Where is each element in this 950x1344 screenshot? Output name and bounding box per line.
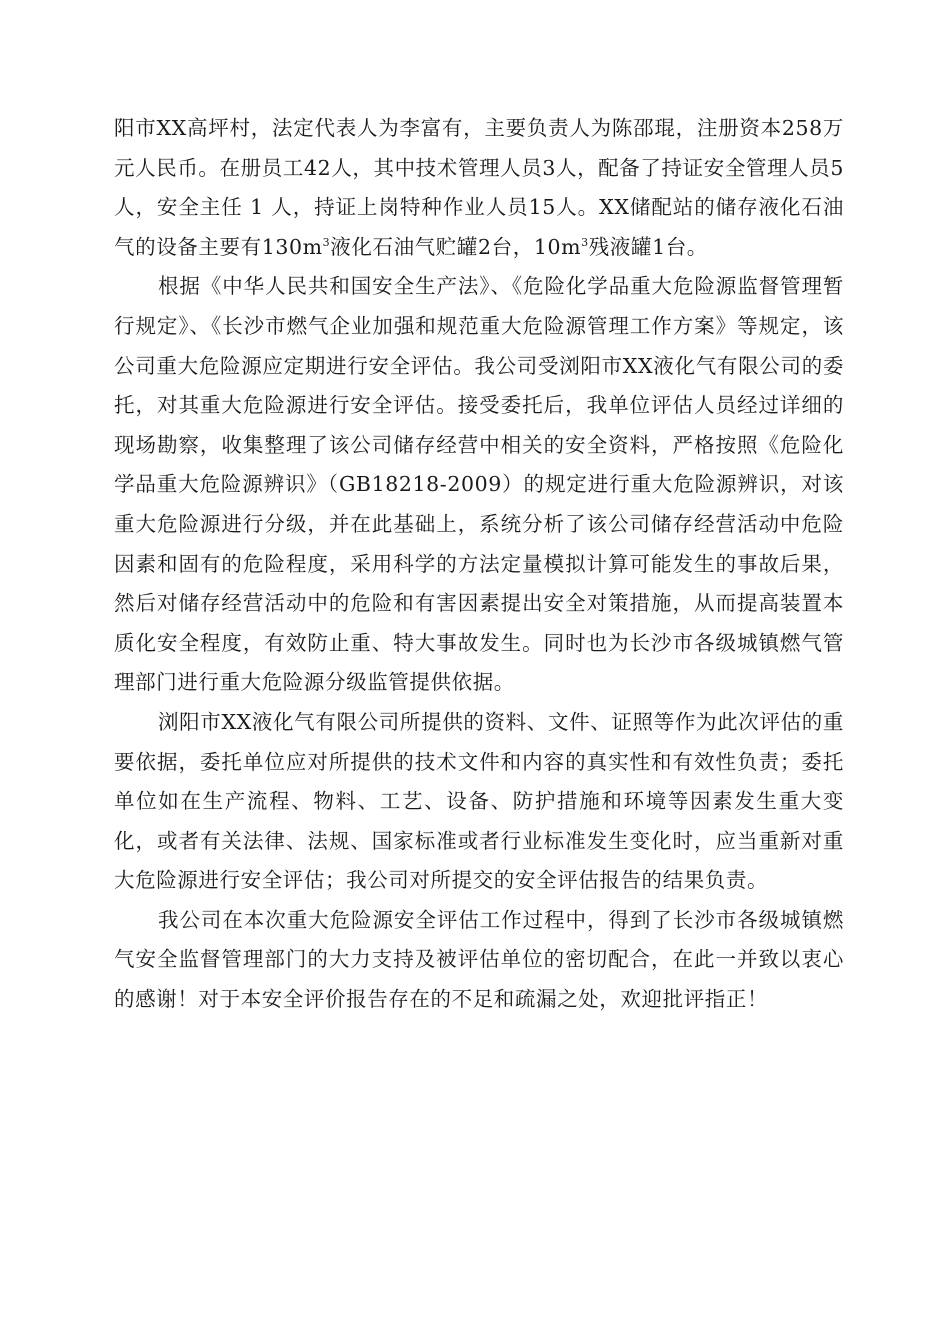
paragraph-company-info <box>114 109 844 267</box>
superscript-cubic: 3 <box>322 235 331 249</box>
text-run: 液化石油气贮罐2台，10m <box>330 234 582 259</box>
paragraph-legal-basis <box>114 267 844 703</box>
text-run: 我公司在本次重大危险源安全评估工作过程中，得到了长沙市各级城镇燃气安全监督管理部门的大力支持及被评估单位的密切配合，在此一并致以衷心的感谢！对于本安全评价报告存在的不足和疏漏之处，欢迎批评指正！ <box>114 907 844 1012</box>
paragraph-acknowledgement <box>114 901 844 1020</box>
text-run: 浏阳市XX液化气有限公司所提供的资料、文件、证照等作为此次评估的重要依据，委托单位应对所提供的技术文件和内容的真实性和有效性负责；委托单位如在生产流程、物料、工艺、设备、防护措施和环境等因素发生重大变化，或者有关法律、法规、国家标准或者行业标准发生变化时，应当重新对重大危险源进行安全评估；我公司对所提交的安全评估报告的结果负责。 <box>114 709 844 893</box>
paragraph-responsibility <box>114 703 844 901</box>
body-text <box>114 109 844 1020</box>
text-run: 阳市XX高坪村，法定代表人为李富有，主要负责人为陈邵琨，注册资本258万元人民币。在册员工42人，其中技术管理人员3人，配备了持证安全管理人员5人，安全主任 1 人，持证上岗特种作业人员15人。XX储配站的储存液化石油气的设备主要有130m <box>114 116 844 259</box>
text-run: 残液罐1台。 <box>588 234 708 259</box>
text-run: 根据《中华人民共和国安全生产法》、《危险化学品重大危险源监督管理暂行规定》、《长沙市燃气企业加强和规范重大危险源管理工作方案》等规定，该公司重大危险源应定期进行安全评估。我公司受浏阳市XX液化气有限公司的委托，对其重大危险源进行安全评估。接受委托后，我单位评估人员经过详细的现场勘察，收集整理了该公司储存经营中相关的安全资料，严格按照《危险化学品重大危险源辨识》（GB18218-2009）的规定进行重大危险源辨识，对该重大危险源进行分级，并在此基础上，系统分析了该公司储存经营活动中危险因素和固有的危险程度，采用科学的方法定量模拟计算可能发生的事故后果，然后对储存经营活动中的危险和有害因素提出安全对策措施，从而提高装置本质化安全程度，有效防止重、特大事故发生。同时也为长沙市各级城镇燃气管理部门进行重大危险源分级监管提供依据。 <box>114 274 844 695</box>
superscript-cubic: 3 <box>581 235 589 249</box>
